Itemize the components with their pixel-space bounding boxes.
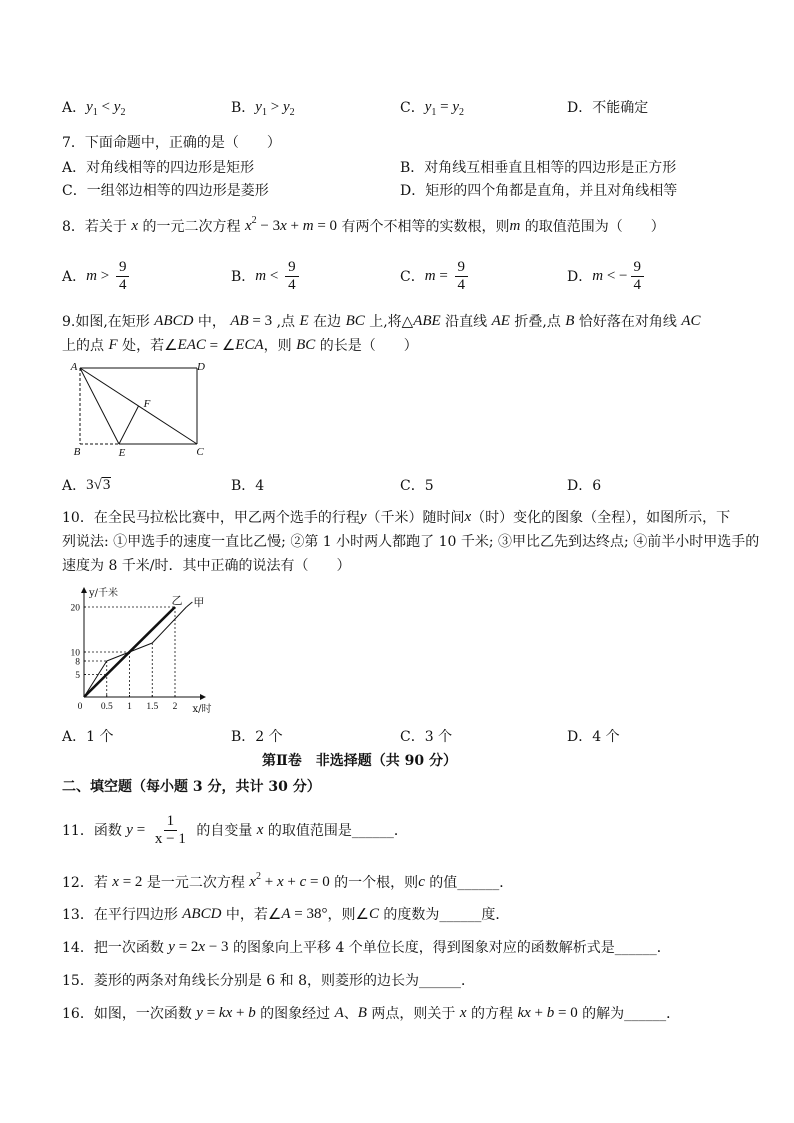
text-run: ，则	[263, 338, 297, 354]
fraction-numerator: 9	[455, 259, 469, 277]
text-run: C．5	[400, 478, 434, 494]
text-run: 第Ⅱ卷 非选择题（共 90 分）	[262, 753, 458, 769]
math-symbols: =	[132, 821, 149, 838]
text-run: 折叠,点	[509, 314, 566, 330]
text-run: 的取值范围为（ ）	[520, 219, 665, 235]
q8-option-b	[231, 256, 302, 296]
math-variable: m	[255, 267, 267, 284]
q13-stem	[62, 904, 509, 924]
text-run: C．	[400, 269, 425, 285]
q12-stem	[62, 872, 513, 892]
q6-option-c	[400, 97, 464, 117]
q8-option-a	[62, 256, 132, 296]
point-label-c: C	[196, 446, 204, 458]
text-run: 15．菱形的两条对角线长分别是 6 和 8，则菱形的边长为______．	[62, 973, 475, 989]
text-run: C．3 个	[400, 729, 453, 745]
math-variable: x	[280, 217, 287, 234]
fraction-numerator: 9	[285, 259, 299, 277]
q9-option-b	[231, 475, 264, 495]
q6-option-b	[231, 97, 295, 117]
math-variable: m	[86, 267, 97, 284]
y-tick-label: 5	[75, 671, 80, 681]
math-variable: y	[86, 98, 93, 115]
q7-option-a	[62, 157, 254, 177]
math-symbols: − 3	[256, 217, 281, 234]
text-run: 处，若	[117, 338, 165, 354]
text-run: 7．下面命题中，正确的是（ ）	[62, 135, 281, 151]
superscript: 2	[251, 214, 257, 226]
q7-option-b	[400, 157, 676, 177]
math-variable: x	[112, 873, 119, 890]
text-run: 10．在全民马拉松比赛中，甲乙两个选手的行程	[62, 510, 360, 526]
q10-option-c	[400, 726, 452, 746]
math-variable: b	[546, 1004, 555, 1021]
text-run: C．	[400, 100, 425, 116]
text-run: 恰好落在对角线	[574, 314, 682, 330]
q9-option-c	[400, 475, 434, 495]
math-symbols: =	[435, 267, 452, 284]
math-variable: E	[299, 312, 309, 329]
math-variable: x	[198, 938, 206, 955]
math-symbols: <	[97, 98, 114, 115]
math-variable: AB	[230, 312, 249, 329]
fraction	[152, 813, 189, 848]
point-label-a: A	[70, 361, 78, 373]
math-symbols: = 0	[554, 1004, 578, 1021]
point-label-e: E	[118, 447, 126, 459]
q7-stem	[62, 132, 281, 152]
math-variable: y	[282, 98, 290, 115]
text-run: 、	[343, 1006, 358, 1022]
text-run: 的值______．	[424, 875, 514, 891]
subscript: 1	[431, 106, 437, 118]
text-run: 中，	[193, 314, 231, 330]
y-tick-label: 20	[70, 603, 80, 614]
text-run: A．	[62, 269, 87, 285]
fraction-numerator: 9	[631, 259, 645, 277]
fraction	[455, 259, 469, 294]
part-2-title	[262, 750, 457, 770]
text-run: D．4 个	[567, 729, 620, 745]
q7-option-d	[400, 180, 677, 200]
text-run: 11．函数	[62, 823, 127, 839]
text-run: 14．把一次函数	[62, 940, 169, 956]
segment-ef	[119, 406, 139, 444]
math-variable: kx	[218, 1004, 233, 1021]
q8-option-c	[400, 256, 471, 296]
text-run: 的图象向上平移 4 个单位长度，得到图象对应的函数解析式是______．	[228, 940, 671, 956]
text-run: （千米）随时间	[366, 510, 465, 526]
math-variable: m	[592, 267, 604, 284]
fraction	[116, 259, 130, 294]
point-label-f: F	[143, 398, 151, 410]
series-label: 乙	[171, 594, 183, 607]
x-tick-label: 1	[127, 702, 132, 712]
math-variable: A	[281, 905, 291, 922]
subscript: 2	[120, 106, 126, 118]
text-run: 上,将	[364, 314, 402, 330]
math-symbols: = 3	[248, 312, 273, 329]
subscript: 2	[459, 106, 465, 118]
math-variable: y	[126, 821, 133, 838]
math-symbols: +	[286, 217, 303, 234]
text-run: 的长是（ ）	[315, 338, 418, 354]
q8-stem	[62, 216, 665, 236]
text-run: D．6	[567, 478, 602, 494]
origin-label: 0	[77, 702, 83, 712]
math-variable: ABCD	[182, 905, 222, 922]
text-run: （时）变化的图象（全程），如图所示，下	[471, 510, 731, 526]
fraction-numerator: 9	[116, 259, 130, 277]
text-run: 两点，则关于	[366, 1006, 460, 1022]
q15-stem	[62, 970, 475, 990]
math-variable: y	[424, 98, 432, 115]
subscript: 2	[289, 106, 295, 118]
text-run: ，则	[327, 907, 356, 923]
math-symbols: <	[266, 267, 283, 284]
fraction-denominator: 4	[633, 276, 641, 293]
q9-option-d	[567, 475, 601, 495]
math-symbols: +	[260, 873, 277, 890]
math-variable: F	[108, 336, 118, 353]
text-run: 二、填空题（每小题 3 分，共计 30 分）	[62, 779, 321, 795]
series-label-leader	[186, 602, 192, 607]
x-axis-label: x/时	[192, 704, 212, 715]
math-symbols: = 0	[306, 873, 330, 890]
q6-option-d	[567, 97, 648, 117]
x-tick-label: 2	[172, 702, 178, 712]
math-variable: A	[334, 1004, 344, 1021]
math-variable: x	[244, 217, 252, 234]
math-variable: y	[168, 938, 175, 955]
text-run: 16．如图，一次函数	[62, 1006, 197, 1022]
text-run: B．对角线互相垂直且相等的四边形是正方形	[400, 160, 677, 176]
math-symbols: >	[266, 98, 283, 115]
radicand: 3	[102, 477, 111, 493]
text-run: 的解为______．	[577, 1006, 681, 1022]
y-axis-label: y/千米	[89, 588, 119, 599]
text-run: 列说法: ①甲选手的速度一直比乙慢; ②第 1 小时两人都跑了 10 千米; ③甲比乙先到达终点; ④前半小时甲选手的	[62, 534, 760, 550]
math-variable: x	[464, 508, 472, 525]
text-run: A．1 个	[62, 729, 114, 745]
math-symbols: = 2	[174, 938, 199, 955]
q10-option-b	[231, 726, 283, 746]
q7-option-c	[62, 180, 269, 200]
math-symbols: = 0	[313, 217, 338, 234]
math-variable: ECA	[235, 336, 264, 353]
math-variable: b	[248, 1004, 256, 1021]
math-variable: AE	[491, 312, 510, 329]
text-run: D．	[567, 269, 593, 285]
math-symbols: +	[283, 873, 300, 890]
math-symbols: < −	[603, 267, 628, 284]
text-run: 的度数为______度．	[378, 907, 510, 923]
math-variable: y	[359, 508, 367, 525]
point-label-d: D	[197, 361, 205, 373]
math-variable: x	[256, 821, 264, 838]
text-run: 的方程	[466, 1006, 518, 1022]
q6-option-a	[62, 97, 125, 117]
q10-stem-line-1	[62, 507, 730, 527]
q10-line-graph	[60, 585, 220, 715]
text-run: 速度为 8 千米/时．其中正确的说法有（ ）	[62, 558, 351, 574]
math-variable: ABE	[413, 312, 441, 329]
fraction-denominator: 4	[457, 276, 466, 293]
text-run: 的取值范围是______．	[263, 823, 408, 839]
math-symbols: − 3	[205, 938, 229, 955]
math-variable: y	[452, 98, 460, 115]
math-variable: m	[424, 267, 436, 284]
math-variable: kx	[517, 1004, 531, 1021]
text-run: 上的点	[62, 338, 109, 354]
math-symbols: 3√	[86, 476, 102, 493]
q8-option-d	[567, 256, 647, 296]
text-run: B．4	[231, 478, 265, 494]
text-run: A．	[62, 478, 87, 494]
q9-rectangle-figure	[68, 358, 213, 460]
x-tick-label: 0.5	[100, 702, 113, 712]
math-variable: c	[418, 873, 425, 890]
math-symbols: ∠	[267, 906, 282, 923]
x-axis-arrow-icon	[200, 694, 206, 700]
text-run: 的一个根，则	[329, 875, 419, 891]
math-variable: AC	[681, 312, 701, 329]
text-run: D．矩形的四个角都是直角，并且对角线相等	[400, 183, 678, 199]
text-run: 13．在平行四边形	[62, 907, 183, 923]
q10-option-a	[62, 726, 113, 746]
fraction-denominator: x − 1	[154, 830, 186, 847]
fraction	[631, 259, 645, 294]
text-run: 中，若	[221, 907, 268, 923]
q11-stem	[62, 810, 408, 850]
fraction-numerator: 1	[164, 813, 178, 831]
y-tick-label: 8	[75, 657, 80, 668]
x-tick-label: 1.5	[146, 702, 159, 712]
segment-ae	[80, 368, 119, 444]
text-run: 9.如图,在矩形	[62, 314, 155, 330]
text-run: 12．若	[62, 875, 113, 891]
math-variable: m	[302, 217, 314, 234]
math-variable: B	[565, 312, 575, 329]
math-symbols: = ∠	[205, 337, 236, 354]
text-run: B．2 个	[231, 729, 283, 745]
math-symbols: +	[232, 1004, 249, 1021]
fraction	[285, 259, 299, 294]
text-run: 的一元二次方程	[138, 219, 245, 235]
subscript: 1	[261, 106, 267, 118]
math-variable: BC	[345, 312, 365, 329]
math-variable: x	[276, 873, 284, 890]
point-label-b: B	[73, 446, 81, 458]
math-variable: x	[459, 1004, 467, 1021]
math-variable: y	[255, 98, 262, 115]
math-symbols: =	[202, 1004, 219, 1021]
math-variable: m	[509, 217, 521, 234]
y-tick-label: 10	[70, 648, 80, 659]
math-variable: y	[196, 1004, 203, 1021]
series-label: 甲	[193, 596, 205, 609]
q16-stem	[62, 1003, 680, 1023]
math-variable: x	[131, 217, 139, 234]
text-run: A．对角线相等的四边形是矩形	[62, 160, 255, 176]
q9-option-a	[62, 475, 111, 495]
math-variable: B	[357, 1004, 367, 1021]
text-run: 在边	[308, 314, 346, 330]
math-symbols: = 2	[118, 873, 143, 890]
math-variable: c	[299, 873, 307, 890]
q9-stem-line-2	[62, 335, 418, 355]
text-run: 的自变量	[191, 823, 257, 839]
y-axis-arrow-icon	[81, 587, 87, 593]
text-run: ,点	[272, 314, 300, 330]
text-run: 是一元二次方程	[142, 875, 250, 891]
math-symbols: +	[530, 1004, 547, 1021]
text-run: B．	[231, 269, 256, 285]
fraction-denominator: 4	[288, 276, 296, 293]
math-variable: x	[249, 873, 256, 890]
text-run: B．	[231, 100, 256, 116]
q10-stem-line-2	[62, 531, 759, 551]
text-run: 8．若关于	[62, 219, 132, 235]
fill-in-section-title	[62, 776, 321, 796]
q9-stem-line-1	[62, 311, 701, 331]
q14-stem	[62, 937, 671, 957]
text-run: 有两个不相等的实数根，则	[337, 219, 510, 235]
math-symbols: >	[96, 267, 113, 284]
math-variable: ABCD	[154, 312, 194, 329]
q10-stem-line-3	[62, 555, 351, 575]
text-run: 的图象经过	[255, 1006, 335, 1022]
math-symbols: △	[401, 313, 414, 330]
math-symbols: =	[436, 98, 453, 115]
text-run: D．不能确定	[567, 100, 649, 116]
math-variable: EAC	[177, 336, 206, 353]
subscript: 1	[92, 106, 98, 118]
math-symbols: = 38°	[290, 905, 328, 922]
math-symbols: ∠	[355, 906, 369, 923]
text-run: A．	[62, 100, 87, 116]
text-run: 沿直线	[440, 314, 492, 330]
superscript: 2	[255, 870, 261, 882]
math-variable: y	[113, 98, 121, 115]
math-variable: C	[368, 905, 379, 922]
math-symbols: ∠	[164, 337, 178, 354]
math-variable: BC	[296, 336, 316, 353]
q10-option-d	[567, 726, 620, 746]
text-run: C．一组邻边相等的四边形是菱形	[62, 183, 269, 199]
fraction-denominator: 4	[118, 276, 127, 293]
